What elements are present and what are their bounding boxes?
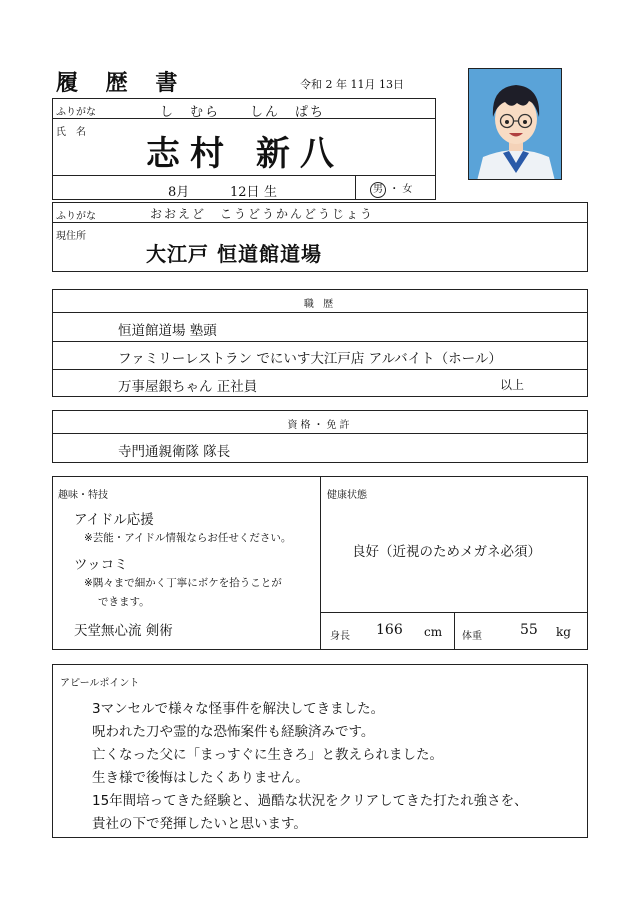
health-status: 良好（近視のためメガネ必須） <box>352 544 541 560</box>
address-label: 現住所 <box>56 231 86 242</box>
weight-unit: kg <box>556 625 571 639</box>
document-date: 令和 2 年 11月 13日 <box>300 78 404 91</box>
birth-day: 12日 <box>230 185 260 200</box>
name-furigana-label: ふりがな <box>56 107 96 118</box>
gender-female: 女 <box>402 184 413 195</box>
gender-separator: ・ <box>389 184 400 195</box>
weight-value: 55 <box>520 622 538 638</box>
birth-month: 8月 <box>168 185 190 200</box>
document-title: 履 歴 書 <box>56 70 188 96</box>
applicant-name: 志村 新八 <box>146 134 344 174</box>
portrait-illustration <box>469 69 562 180</box>
appeal-line: 亡くなった父に「まっすぐに生きろ」と教えられました。 <box>92 747 443 763</box>
height-unit: cm <box>424 625 443 639</box>
birth-suffix: 生 <box>264 185 278 200</box>
address: 大江戸 恒道館道場 <box>146 242 322 266</box>
career-row: 恒道館道場 塾頭 <box>118 323 217 339</box>
appeal-line: 貴社の下で発揮したいと思います。 <box>92 816 307 832</box>
career-row: ファミリーレストラン でにいす大江戸店 アルバイト（ホール） <box>118 351 502 367</box>
name-furigana: し むら しん ぱち <box>160 105 326 120</box>
photo <box>468 68 562 180</box>
career-header: 職 歴 <box>303 299 337 310</box>
appeal-line: 呪われた刀や霊的な恐怖案件も経験済みです。 <box>92 724 375 740</box>
hobby-note: ※芸能・アイドル情報ならお任せください。 <box>84 532 292 544</box>
address-furigana: おおえど こうどうかんどうじょう <box>150 207 375 221</box>
name-label: 氏 名 <box>56 127 86 138</box>
hobby-title: アイドル応援 <box>74 512 154 528</box>
weight-label: 体重 <box>462 631 482 642</box>
health-label: 健康状態 <box>327 490 367 501</box>
appeal-line: 生き様で後悔はしたくありません。 <box>92 770 309 786</box>
hobby-note: できます。 <box>98 596 150 608</box>
hobbies-label: 趣味・特技 <box>58 490 108 501</box>
hobby-title: 天堂無心流 剣術 <box>74 623 173 639</box>
career-row: 万事屋銀ちゃん 正社員 <box>118 379 258 395</box>
licenses-header: 資格・免許 <box>287 420 353 431</box>
appeal-label: アピールポイント <box>60 678 140 689</box>
license-row: 寺門通親衛隊 隊長 <box>118 444 231 460</box>
height-value: 166 <box>376 622 403 638</box>
gender-selector <box>370 180 412 198</box>
appeal-line: 15年間培ってきた経験と、過酷な状況をクリアしてきた打たれ強さを、 <box>92 793 528 809</box>
hobby-title: ツッコミ <box>74 557 128 573</box>
height-label: 身長 <box>330 631 350 642</box>
hobby-note: ※隅々まで細かく丁寧にボケを拾うことが <box>84 577 282 589</box>
address-furigana-label: ふりがな <box>56 211 96 222</box>
career-end-mark: 以上 <box>500 378 525 392</box>
appeal-line: 3マンセルで様々な怪事件を解決してきました。 <box>92 701 385 717</box>
gender-male-circled: 男 <box>370 182 386 198</box>
